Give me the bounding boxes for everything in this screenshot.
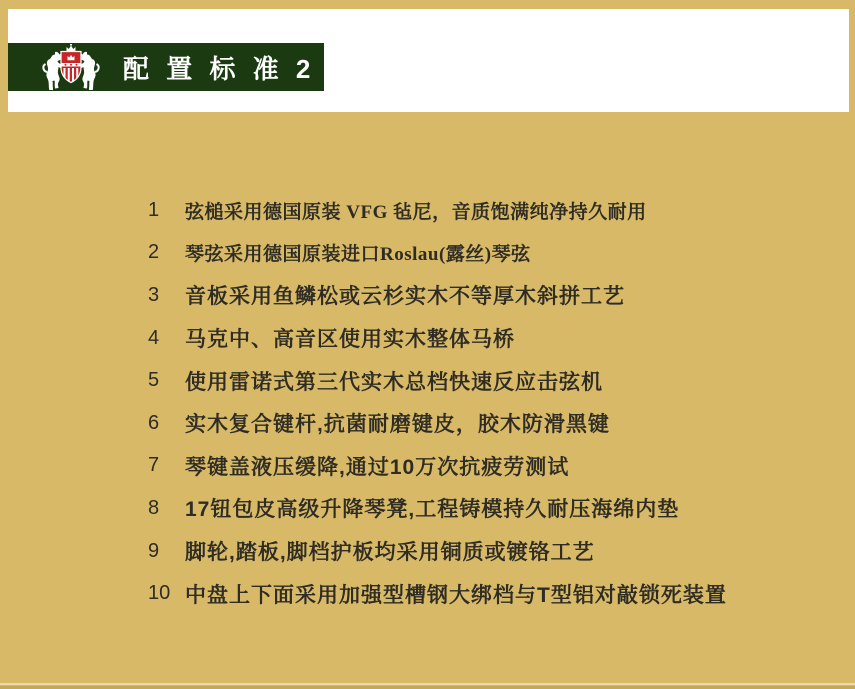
page-title: 配 置 标 准 2 [123, 53, 316, 84]
item-number: 7 [148, 454, 160, 477]
crown-shield-lions-crest-icon [39, 44, 103, 90]
item-text: 马克中、高音区使用实木整体马桥 [185, 328, 515, 352]
list-item [148, 445, 727, 488]
title-banner [8, 43, 324, 91]
list-item [148, 317, 727, 360]
item-number: 5 [148, 369, 160, 392]
list-item [148, 487, 727, 530]
list-item [148, 530, 727, 573]
item-text: 中盘上下面采用加强型槽钢大绑档与T型铝对敲锁死装置 [185, 583, 727, 607]
list-item [148, 572, 727, 615]
item-number: 3 [148, 283, 160, 306]
item-number: 1 [148, 198, 160, 221]
list-item [148, 232, 727, 275]
item-text: 弦槌采用德国原装 VFG 毡尼，音质饱满纯净持久耐用 [185, 201, 647, 223]
spec-list [148, 189, 727, 615]
item-text: 琴弦采用德国原装进口Roslau(露丝)琴弦 [185, 244, 531, 266]
list-item [148, 274, 727, 317]
item-number: 9 [148, 539, 160, 562]
header-band [8, 9, 849, 112]
item-number: 8 [148, 496, 160, 519]
item-text: 音板采用鱼鳞松或云杉实木不等厚木斜拼工艺 [185, 285, 625, 309]
bottom-highlight-line [0, 683, 855, 685]
item-text: 使用雷诺式第三代实木总档快速反应击弦机 [185, 370, 603, 394]
item-text: 脚轮,踏板,脚档护板均采用铜质或镀铬工艺 [185, 541, 595, 565]
list-item [148, 402, 727, 445]
list-item [148, 359, 727, 402]
item-text: 实木复合键杆,抗菌耐磨键皮，胶木防滑黑键 [185, 413, 610, 437]
item-number: 6 [148, 411, 160, 434]
item-number: 2 [148, 241, 160, 264]
list-item [148, 189, 727, 232]
item-text: 琴键盖液压缓降,通过10万次抗疲劳测试 [185, 455, 570, 479]
item-number: 4 [148, 326, 160, 349]
item-number: 10 [148, 582, 171, 605]
item-text: 17钮包皮高级升降琴凳,工程铸模持久耐压海绵内垫 [185, 498, 680, 522]
